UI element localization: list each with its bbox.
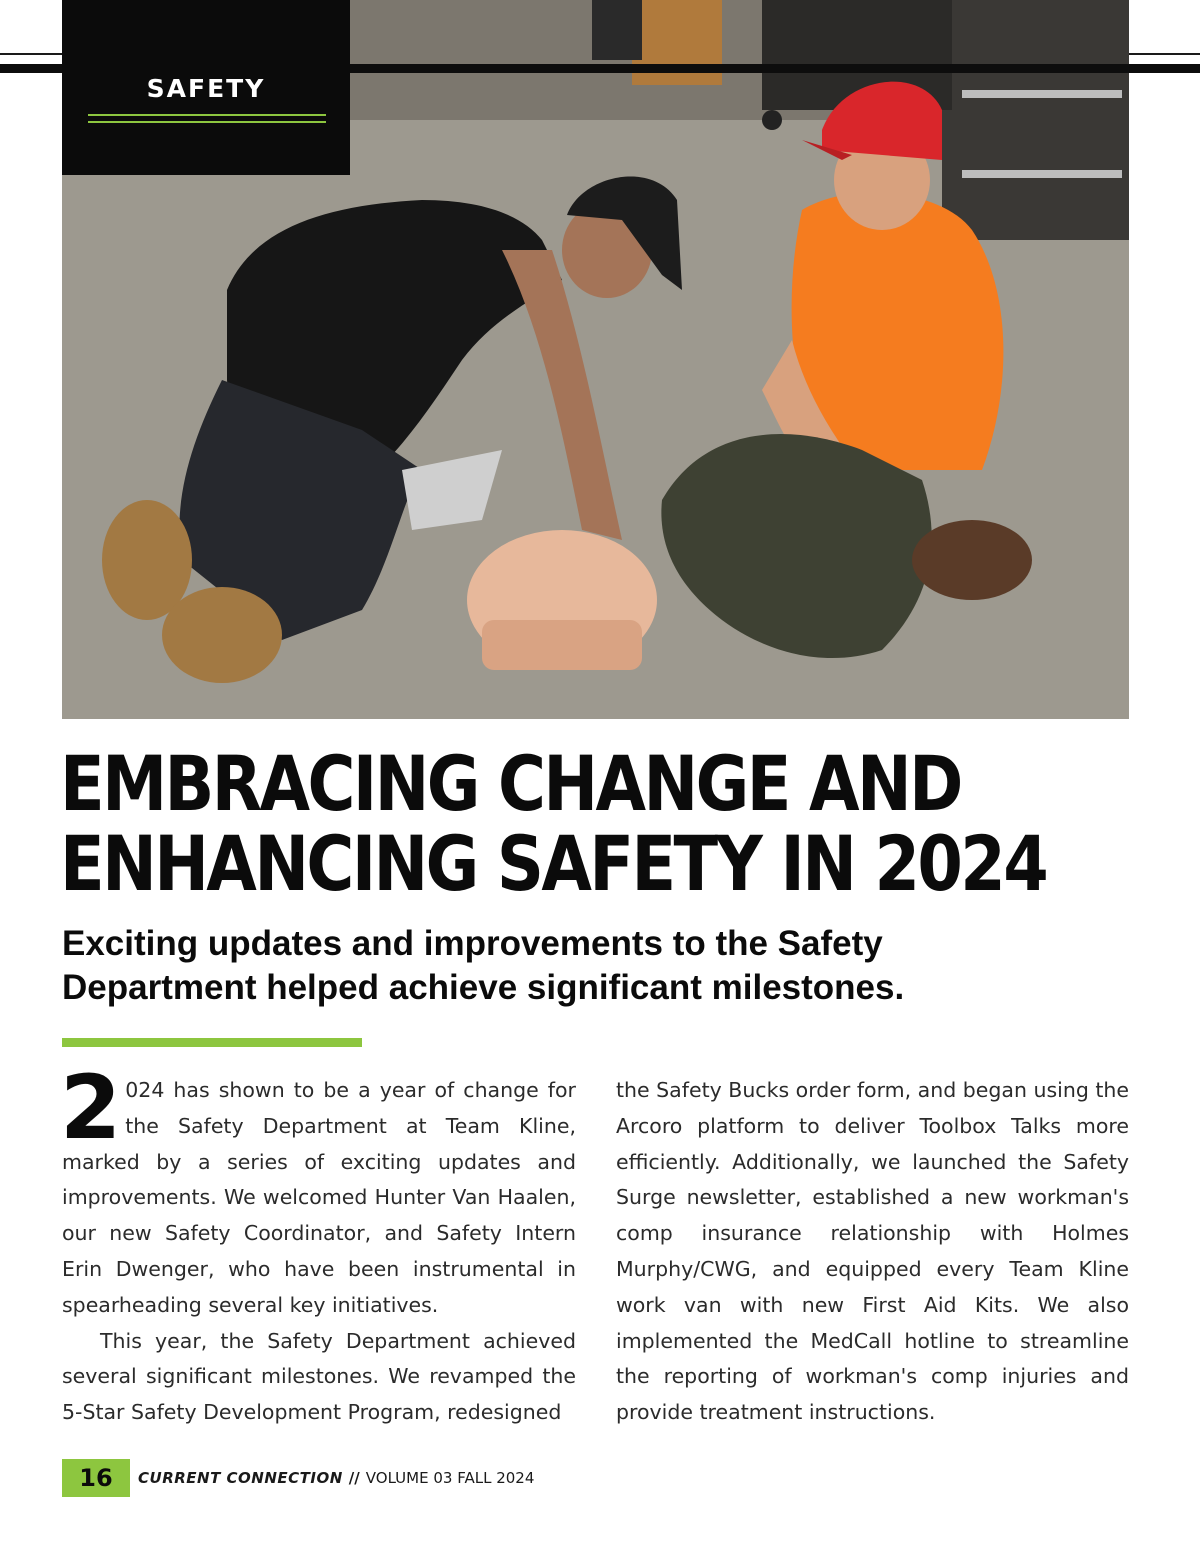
section-tag	[62, 0, 350, 175]
folio-separator: //	[348, 1469, 360, 1487]
article-subhead	[62, 922, 1062, 1010]
page-number: 16	[79, 1464, 113, 1492]
subhead-line-2: Department helped achieve significant milestones.	[62, 968, 905, 1007]
article-headline	[60, 739, 1047, 908]
section-tag-rule	[88, 114, 326, 116]
section-tag-rule	[88, 121, 326, 123]
body-column-left	[60, 1056, 576, 1431]
body-paragraph: the Safety Bucks order form, and began using the Arcoro platform to deliver Toolbox Talks more efficiently. Additionally, we launched the Safety Surge newsletter, established a new workman's comp insurance relationship with Holmes Murphy/CWG, and equipped every Team Kline work van with new First Aid Kits. We also implemented the MedCall hotline to streamline the reporting of workman's comp injuries and provide treatment instructions.	[616, 1078, 1129, 1425]
subhead-line-1: Exciting updates and improvements to the Safety	[62, 924, 883, 963]
page-number-badge	[62, 1459, 130, 1497]
issue-info: VOLUME 03 FALL 2024	[365, 1469, 535, 1487]
accent-bar	[62, 1038, 362, 1047]
footer-folio	[138, 1469, 534, 1487]
body-paragraph	[60, 1056, 576, 1324]
section-tag-label: SAFETY	[146, 74, 266, 103]
body-paragraph: This year, the Safety Department achieved several significant milestones. We revamped the 5-Star Safety Development Program, redesigned	[62, 1328, 576, 1425]
paragraph-text: 024 has shown to be a year of change for the Safety Department at Team Kline, marked by a series of exciting updates and improvements. We welcomed Hunter Van Haalen, our new Safety Coordinator, and Safety Intern Erin Dwenger, who have been instrumental in spearheading several key initiatives.	[62, 1078, 576, 1317]
headline-line-2: ENHANCING SAFETY IN 2024	[60, 819, 1047, 908]
body-column-right	[616, 1073, 1129, 1431]
drop-cap: 2	[60, 1056, 122, 1159]
magazine-name: CURRENT CONNECTION	[138, 1469, 343, 1487]
headline-line-1: EMBRACING CHANGE AND	[60, 739, 961, 828]
